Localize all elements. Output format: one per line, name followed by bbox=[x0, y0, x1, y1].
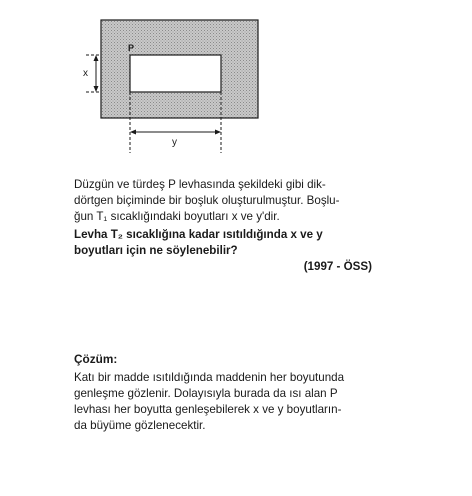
y-arrow-left bbox=[130, 130, 136, 135]
x-arrow-top bbox=[94, 55, 99, 61]
solution-title: Çözüm: bbox=[74, 352, 118, 366]
problem-line: ğun T₁ sıcaklığındaki boyutları x ve y'dir. bbox=[74, 210, 280, 223]
point-p-label: P bbox=[128, 43, 135, 53]
question-line: boyutları için ne söylenebilir? bbox=[74, 244, 238, 257]
question-line: Levha T₂ sıcaklığına kadar ısıtıldığında x ve y bbox=[74, 228, 323, 241]
x-dimension bbox=[86, 55, 101, 92]
x-label: x bbox=[83, 68, 88, 79]
question-text bbox=[74, 227, 378, 259]
y-label: y bbox=[172, 137, 177, 148]
problem-text bbox=[74, 177, 378, 225]
solution-line: da büyüme gözlenecektir. bbox=[74, 419, 206, 432]
solution-text bbox=[74, 370, 378, 434]
cavity bbox=[130, 55, 221, 92]
exam-source: (1997 - ÖSS) bbox=[303, 260, 372, 273]
y-arrow-right bbox=[215, 130, 221, 135]
x-arrow-bottom bbox=[94, 86, 99, 92]
plate-figure bbox=[0, 0, 472, 170]
solution-line: Katı bir madde ısıtıldığında maddenin her boyutunda bbox=[74, 371, 345, 384]
solution-line: genleşme gözlenir. Dolayısıyla burada da ısı alan P bbox=[74, 387, 338, 400]
plate bbox=[101, 20, 258, 118]
problem-line: Düzgün ve türdeş P levhasında şekildeki gibi dik- bbox=[74, 178, 326, 191]
solution-line: levhası her boyutta genleşebilerek x ve y boyutların- bbox=[74, 403, 342, 416]
problem-line: dörtgen biçiminde bir boşluk oluşturulmuştur. Boşlu- bbox=[74, 194, 340, 207]
